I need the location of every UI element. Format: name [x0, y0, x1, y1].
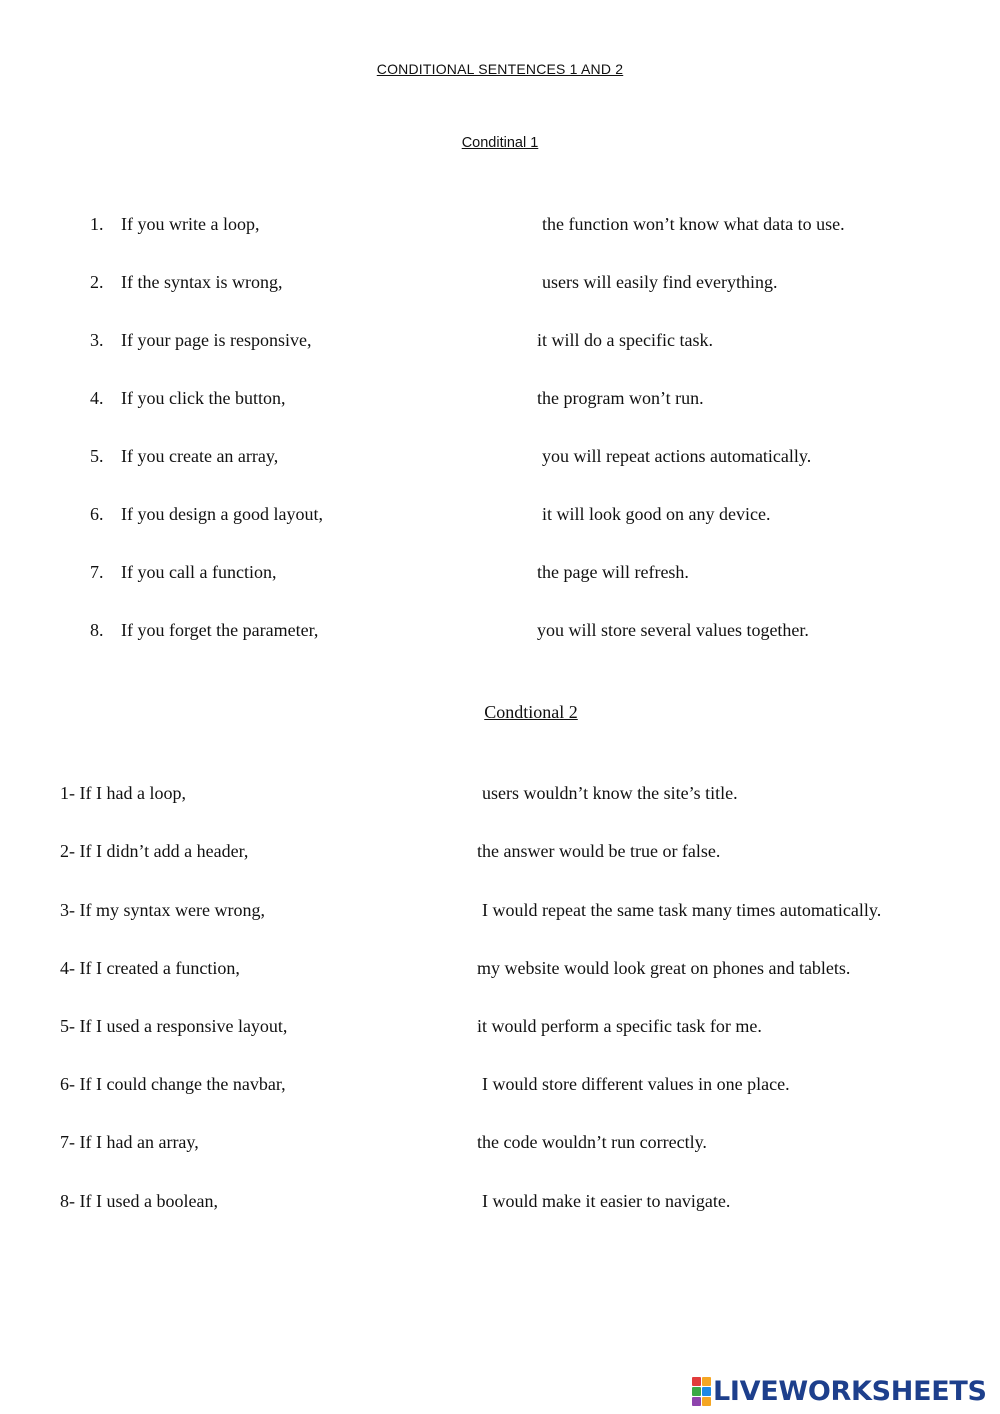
item-result: users wouldn’t know the site’s title.: [482, 783, 738, 803]
item-condition: 4- If I created a function,: [60, 958, 240, 978]
item-condition: 5- If I used a responsive layout,: [60, 1016, 288, 1036]
liveworksheets-logo[interactable]: [692, 1374, 987, 1408]
item-result: it will do a specific task.: [537, 330, 713, 350]
item-result: my website would look great on phones and tablets.: [477, 958, 851, 978]
item-number: 3.: [90, 330, 104, 350]
item-condition: If you write a loop,: [121, 214, 260, 234]
item-number: 5.: [90, 446, 104, 466]
item-result: the function won’t know what data to use.: [542, 214, 845, 234]
item-condition: 8- If I used a boolean,: [60, 1191, 218, 1211]
section2-heading: Condtional 2: [484, 702, 578, 722]
item-number: 6.: [90, 504, 104, 524]
item-condition: 7- If I had an array,: [60, 1132, 199, 1152]
item-result: you will store several values together.: [537, 620, 809, 640]
item-result: the program won’t run.: [537, 388, 704, 408]
liveworksheets-logo-icon: [692, 1377, 711, 1406]
item-result: it will look good on any device.: [542, 504, 771, 524]
item-condition: If your page is responsive,: [121, 330, 312, 350]
item-number: 7.: [90, 562, 104, 582]
item-condition: 1- If I had a loop,: [60, 783, 186, 803]
item-result: users will easily find everything.: [542, 272, 778, 292]
item-number: 4.: [90, 388, 104, 408]
item-condition: 3- If my syntax were wrong,: [60, 900, 265, 920]
item-result: I would repeat the same task many times automatically.: [482, 900, 882, 920]
item-result: it would perform a specific task for me.: [477, 1016, 762, 1036]
item-condition: If you design a good layout,: [121, 504, 323, 524]
item-result: you will repeat actions automatically.: [542, 446, 812, 466]
item-condition: If the syntax is wrong,: [121, 272, 283, 292]
item-condition: If you forget the parameter,: [121, 620, 319, 640]
item-result: I would store different values in one place.: [482, 1074, 790, 1094]
item-result: the answer would be true or false.: [477, 841, 721, 861]
item-number: 1.: [90, 214, 104, 234]
item-result: I would make it easier to navigate.: [482, 1191, 731, 1211]
item-condition: If you click the button,: [121, 388, 286, 408]
liveworksheets-logo-text: LIVEWORKSHEETS: [713, 1375, 987, 1407]
item-result: the page will refresh.: [537, 562, 689, 582]
section1-heading: Conditinal 1: [461, 135, 539, 151]
item-condition: 2- If I didn’t add a header,: [60, 841, 249, 861]
item-condition: 6- If I could change the navbar,: [60, 1074, 286, 1094]
item-condition: If you create an array,: [121, 446, 279, 466]
item-condition: If you call a function,: [121, 562, 277, 582]
item-number: 8.: [90, 620, 104, 640]
item-number: 2.: [90, 272, 104, 292]
worksheet-title: CONDITIONAL SENTENCES 1 AND 2: [376, 61, 624, 77]
item-result: the code wouldn’t run correctly.: [477, 1132, 707, 1152]
